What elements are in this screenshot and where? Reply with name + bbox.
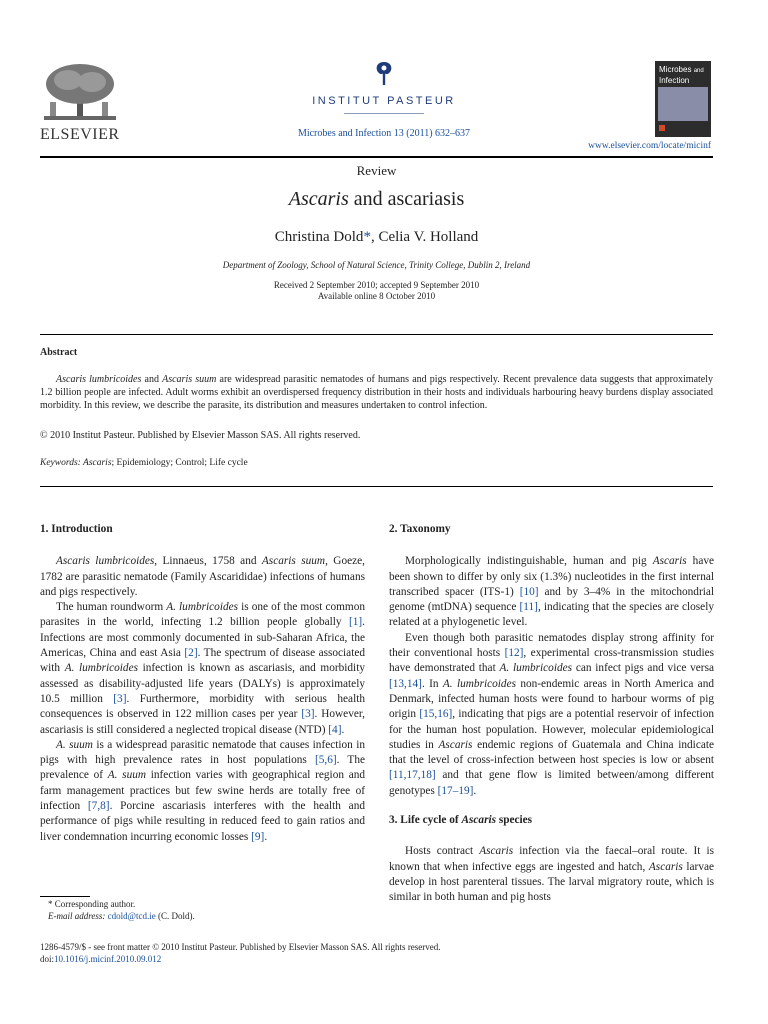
column-left <box>40 522 365 845</box>
intro-paragraph-3: A. suum is a widespread parasitic nematode that causes infection in pigs with high prevalence rates in host populations [5,6]. The prevalence of A. suum infection varies with geographical region and farm management practices but few swine herds are totally free of infection [7,8]. Porcine ascariasis interferes with the health and performance of pigs while resulting in reduced feed to gain ratios and liver condemnation incurring economic losses [9]. <box>40 738 366 843</box>
author-1: Christina Dold <box>274 229 364 245</box>
abstract-top-rule <box>40 334 713 335</box>
ref-link[interactable]: [15,16] <box>419 708 453 721</box>
email-link[interactable]: cdold@tcd.ie <box>107 911 156 921</box>
ref-link[interactable]: [7,8] <box>87 800 110 813</box>
journal-cover-thumbnail <box>655 61 711 137</box>
ref-link[interactable]: [11,17,18] <box>389 769 436 782</box>
cover-badge <box>659 125 665 131</box>
abstract-text: Ascaris lumbricoides and Ascaris suum are widespread parasitic nematodes of humans and pigs respectively. Recent prevalence data suggests that approximately 1.2 billion people are infected. Adult worms exhibit an overdispersed frequency distribution in their hosts and individuals harbouring heavy burdens display associated morbidity. In this review, we describe the parasite, its distribution and measures undertaken to control infection. <box>40 374 713 411</box>
cover-title: Microbes and Infection <box>659 65 704 85</box>
article-dates <box>40 280 713 302</box>
article-title: Ascaris and ascariasis <box>288 188 465 210</box>
taxonomy-paragraph-2: Even though both parasitic nematodes display strong affinity for their conventional hosts [12], experimental cross-transmission studies have demonstrated that A. lumbricoides can infect pigs and vice versa [13,14]. In A. lumbricoides non-endemic areas in North America and Denmark, infected human hosts were found to harbour worms of pig origin [15,16], indicating that pigs are a potential reservoir of infection for the human host population. However, molecular epidemiological studies in Ascaris endemic regions of Guatemala and China indicate that the level of cross-infection between host species is low or absent [11,17,18] and that gene flow is limited between/among different genotypes [17–19]. <box>389 631 714 797</box>
publisher-name: ELSEVIER <box>40 126 120 143</box>
ref-link[interactable]: [3] <box>113 692 127 705</box>
ref-link[interactable]: [11] <box>519 601 538 614</box>
ref-link[interactable]: [4] <box>328 723 342 736</box>
journal-url-link[interactable]: www.elsevier.com/locate/micinf <box>588 141 711 151</box>
elsevier-tree-logo <box>40 62 120 129</box>
footnote-rule <box>40 896 90 897</box>
keywords: Keywords: Ascaris; Epidemiology; Control; Life cycle <box>40 458 248 468</box>
section-heading-taxonomy: 2. Taxonomy <box>389 523 451 535</box>
article-type: Review <box>356 163 397 178</box>
ref-link[interactable]: [13,14] <box>389 677 422 690</box>
abstract-copyright: © 2010 Institut Pasteur. Published by Elsevier Masson SAS. All rights reserved. <box>40 430 361 441</box>
email-line: E-mail address: cdold@tcd.ie (C. Dold). <box>48 911 195 921</box>
ref-link[interactable]: [2] <box>184 647 198 660</box>
page-footer <box>40 941 441 965</box>
cover-image <box>658 87 708 121</box>
lifecycle-paragraph-1: Hosts contract Ascaris infection via the faecal–oral route. It is known that when infective eggs are ingested and hatch, Ascaris larvae develop in host parenteral tissues. The larval migratory route, which is similar in both human and pig hosts <box>389 845 714 904</box>
abstract-heading: Abstract <box>40 347 78 358</box>
corresponding-author-note: * Corresponding author. <box>48 899 136 909</box>
institute-name: INSTITUT PASTEUR <box>312 95 456 107</box>
ref-link[interactable]: [10] <box>519 585 539 598</box>
corresponding-author-link[interactable]: * <box>363 229 371 245</box>
intro-paragraph-2: The human roundworm A. lumbricoides is one of the most common parasites in the world, infecting 1.2 billion people globally [1]. Infections are most commonly documented in sub-Saharan Africa, the Americas, China and east Asia [2]. The spectrum of disease associated with A. lumbricoides infection is known as ascariasis, and morbidity assessed as disability-adjusted life years (DALYs) is approximately 10.5 million [3]. Furthermore, morbidity with serious health consequences is observed in 122 million cases per year [3]. However, ascariasis is still considered a neglected tropical disease (NTD) [4]. <box>40 601 366 736</box>
online-date: Available online 8 October 2010 <box>317 291 436 301</box>
abstract-bottom-rule <box>40 486 713 487</box>
author-list <box>40 229 713 246</box>
institute-rule <box>344 113 424 114</box>
section-heading-life-cycle: 3. Life cycle of Ascaris species <box>389 814 533 827</box>
ref-link[interactable]: [12] <box>504 647 524 660</box>
ref-link[interactable]: [3] <box>301 708 315 721</box>
doi-line: doi:10.1016/j.micinf.2010.09.012 <box>40 954 162 964</box>
column-right <box>389 522 714 906</box>
author-2: , Celia V. Holland <box>370 229 479 245</box>
ref-link[interactable]: [5,6] <box>314 754 337 767</box>
journal-citation[interactable]: Microbes and Infection 13 (2011) 632–637 <box>297 128 471 139</box>
issn-line: 1286-4579/$ - see front matter © 2010 Institut Pasteur. Published by Elsevier Masson SAS. All rights reserved. <box>40 942 441 952</box>
received-date: Received 2 September 2010; accepted 9 September 2010 <box>273 280 480 290</box>
section-heading-introduction: 1. Introduction <box>40 523 113 535</box>
ref-link[interactable]: [9] <box>251 830 265 843</box>
affiliation: Department of Zoology, School of Natural Science, Trinity College, Dublin 2, Ireland <box>222 260 531 270</box>
taxonomy-paragraph-1: Morphologically indistinguishable, human and pig Ascaris have been shown to differ by only six (1.3%) nucleotides in the first internal transcribed spacer (ITS-1) [10] and by 3–4% in the mitochondrial genome (mtDNA) sequence [11], indicating that the species are closely related at a phylogenetic level. <box>389 555 715 629</box>
ref-link[interactable]: [17–19] <box>437 784 474 797</box>
pasteur-emblem-icon <box>372 60 396 86</box>
ref-link[interactable]: [1] <box>348 616 363 629</box>
header-rule <box>40 156 713 158</box>
institut-pasteur-logo <box>250 60 518 114</box>
intro-paragraph-1: Ascaris lumbricoides, Linnaeus, 1758 and Ascaris suum, Goeze, 1782 are parasitic nematode (Family Ascarididae) infections of humans and pigs respectively. <box>40 555 365 598</box>
doi-link[interactable]: 10.1016/j.micinf.2010.09.012 <box>54 954 162 964</box>
footnote <box>40 898 365 922</box>
